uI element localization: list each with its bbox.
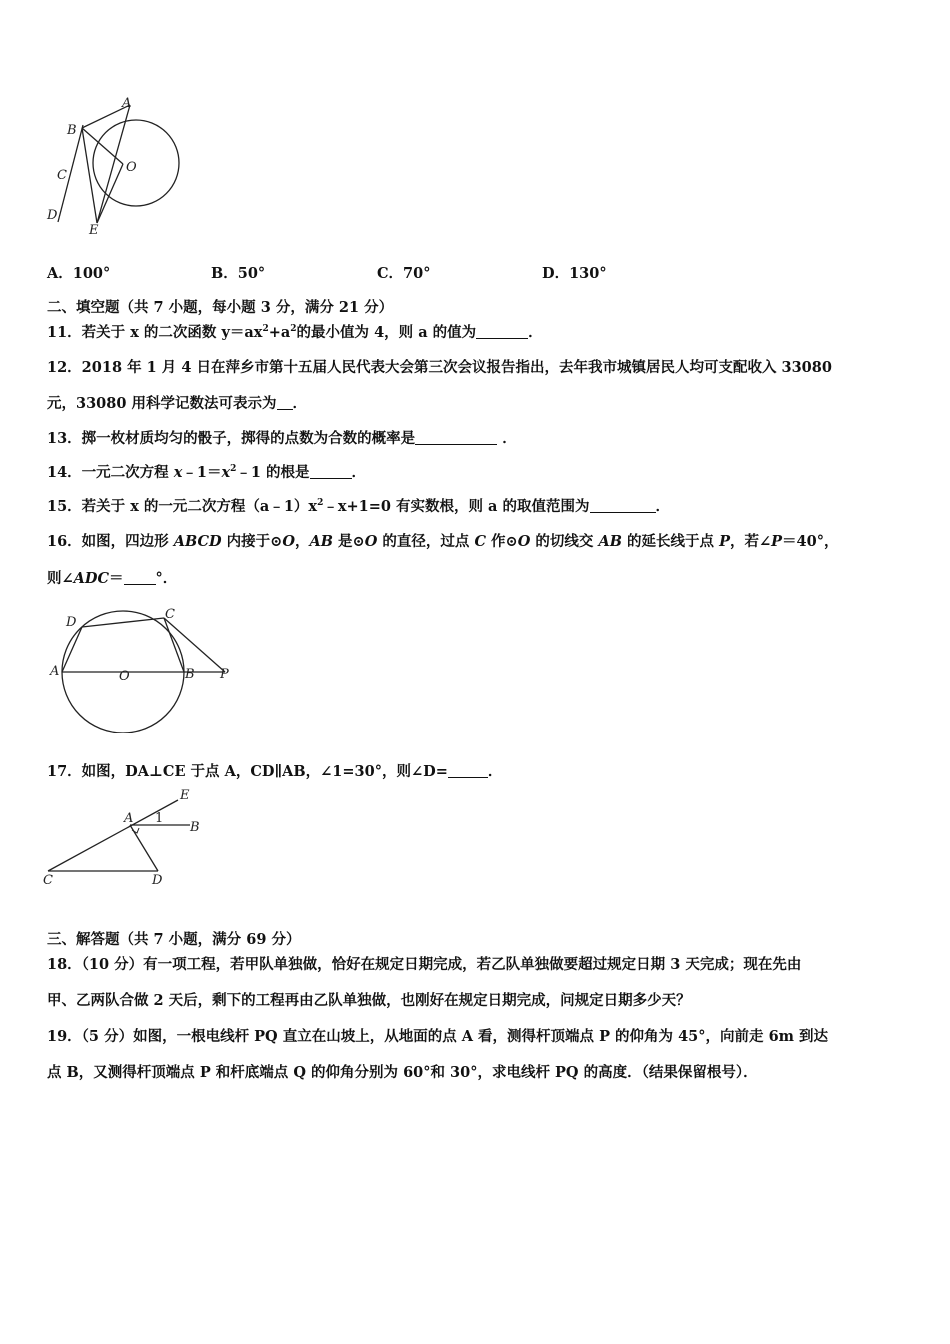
fig16-label-o: O (119, 669, 130, 684)
fig-top-label-o: O (126, 160, 137, 175)
q16-abcd: ABCD (173, 533, 222, 550)
fig16-label-d: D (66, 615, 77, 630)
q11-end: ． (528, 324, 543, 341)
question-12-line-2 (47, 392, 307, 413)
q14-blank (310, 464, 352, 479)
fig16-label-c: C (165, 607, 175, 622)
q17-end: ． (487, 763, 503, 780)
question-16-line-2 (47, 567, 177, 588)
fig-top-label-c: C (57, 168, 67, 183)
q16-adc: ADC (73, 570, 110, 587)
q17-blank (448, 763, 488, 778)
fig-top-label-e: E (89, 223, 99, 238)
q16-line2b: ＝ (109, 570, 124, 587)
q11-exp2: 2 (290, 324, 297, 334)
q11-mid: +a (268, 324, 291, 341)
q16-o1: O (282, 533, 295, 550)
question-19-line-1: 19．（5 分）如图，一根电线杆 PQ 直立在山坡上，从地面的点 A 看，测得杆顶端点 P 的仰角为 45°，向前走 6m 到达 (47, 1028, 829, 1045)
question-12-line-1: 12．2018 年 1 月 4 日在萍乡市第十五届人民代表大会第三次会议报告指出，去年我市城镇居民人均可支配收入 33080 (47, 359, 832, 376)
fig17-label-c: C (43, 873, 53, 888)
q14-x2: x (221, 464, 231, 481)
fig17-label-e: E (180, 788, 190, 803)
q16-o3: O (517, 533, 531, 550)
q16-p-angle: P (771, 533, 783, 550)
q15-end: ． (655, 498, 670, 515)
q14-exp: 2 (230, 464, 237, 474)
section-3-title: 三、解答题（共 7 小题，满分 69 分） (47, 931, 301, 948)
q16-ab1: AB (309, 533, 333, 550)
question-19-line-2: 点 B，又测得杆顶端点 P 和杆底端点 Q 的仰角分别为 60°和 30°，求电线杆 PQ 的高度．（结果保留根号）． (47, 1064, 758, 1081)
q13-blank (415, 430, 497, 445)
q17-text: 17．如图，DA⊥CE 于点 A，CD∥AB，∠1=30°，则∠D= (47, 763, 448, 780)
fig16-label-b: B (185, 667, 195, 682)
fig17-label-d: D (152, 873, 163, 888)
q16-p6: 作⊙ (485, 533, 518, 550)
question-13 (47, 427, 517, 448)
q12-end: ． (292, 395, 307, 412)
q16-ab2: AB (598, 533, 622, 550)
q16-line2c: °． (155, 570, 178, 587)
q15-prefix: 15．若关于 x 的一元二次方程（a﹣1）x (47, 498, 318, 515)
question-17 (47, 760, 502, 781)
q16-p5: 的直径，过点 (377, 533, 475, 550)
q12-line2-text: 元，33080 用科学记数法可表示为 (47, 395, 277, 412)
figure-16 (45, 598, 245, 733)
q13-end: ． (502, 430, 517, 447)
q11-blank (476, 324, 528, 339)
q16-o2: O (364, 533, 378, 550)
fig16-label-p: P (220, 667, 229, 682)
question-18-line-2: 甲、乙两队合做 2 天后，剩下的工程再由乙队单独做，也刚好在规定日期完成，问规定日期多少天？ (47, 992, 691, 1009)
question-11 (47, 321, 543, 342)
question-15 (47, 495, 670, 516)
q11-suffix: 的最小值为 4，则 a 的值为 (296, 324, 477, 341)
q16-c: C (474, 533, 486, 550)
figure-17 (40, 785, 220, 890)
q16-p4: 是⊙ (332, 533, 365, 550)
q14-prefix: 14．一元二次方程 (47, 464, 174, 481)
option-a: A．100° (47, 265, 111, 282)
fig-top-label-a: A (122, 96, 132, 111)
fig17-label-a: A (124, 811, 134, 826)
q16-p8: 的延长线于点 (621, 533, 720, 550)
q16-p10: ＝40°， (782, 533, 839, 550)
q11-prefix: 11．若关于 x 的二次函数 y＝ax (47, 324, 263, 341)
q12-blank (277, 395, 293, 410)
section-2-title: 二、填空题（共 7 小题，每小题 3 分，满分 21 分） (47, 299, 394, 316)
question-18-line-1: 18．（10 分）有一项工程，若甲队单独做，恰好在规定日期完成，若乙队单独做要超过规定日期 3 天完成；现在先由 (47, 956, 802, 973)
q14-mid: ﹣1＝ (182, 464, 222, 481)
fig-top-label-d: D (47, 208, 58, 223)
fig17-label-angle-1: 1 (155, 811, 164, 826)
q11-exp1: 2 (262, 324, 269, 334)
option-b: B．50° (211, 265, 266, 282)
q16-p3: ， (294, 533, 310, 550)
q16-p: P (719, 533, 730, 550)
q16-line2a: 则∠ (47, 570, 74, 587)
option-c: C．70° (377, 265, 431, 282)
q14-x1: x (173, 464, 183, 481)
fig17-label-b: B (190, 820, 200, 835)
circle-figure-top (40, 95, 190, 240)
fig16-label-a: A (50, 664, 60, 679)
q13-text: 13．掷一枚材质均匀的骰子，掷得的点数为合数的概率是 (47, 430, 416, 447)
option-d: D．130° (542, 265, 607, 282)
q15-exp: 2 (317, 498, 324, 508)
question-14 (47, 461, 366, 482)
q16-p1: 16．如图，四边形 (47, 533, 174, 550)
q16-p9: ，若∠ (729, 533, 772, 550)
q16-blank (124, 570, 156, 585)
question-16-line-1 (47, 530, 838, 551)
q16-p7: 的切线交 (530, 533, 599, 550)
q14-suffix: ﹣1 的根是 (236, 464, 310, 481)
q14-end: ． (351, 464, 367, 481)
q16-p2: 内接于⊙ (221, 533, 283, 550)
q15-blank (590, 498, 656, 513)
q15-suffix: ﹣x+1=0 有实数根，则 a 的取值范围为 (323, 498, 590, 515)
fig-top-label-b: B (67, 123, 77, 138)
